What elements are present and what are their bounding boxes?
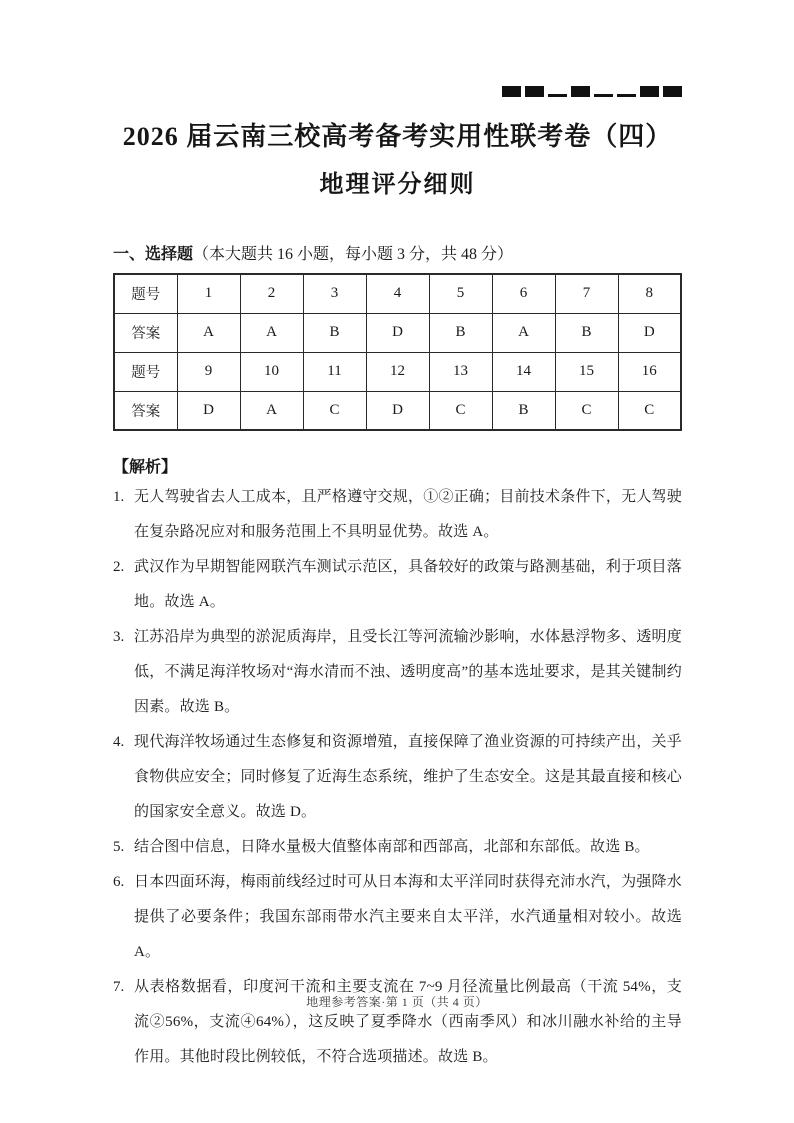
answer-cell: A: [177, 313, 240, 352]
decoration-dash-icon: [548, 94, 567, 97]
answer-cell: C: [429, 391, 492, 430]
analysis-item-7: [113, 970, 682, 1075]
decoration-dash-icon: [594, 94, 613, 97]
qnum-cell: 11: [303, 352, 366, 391]
item-text: 武汉作为早期智能网联汽车测试示范区，具备较好的政策与路测基础，利于项目落地。故选 A。: [134, 559, 682, 610]
answer-cell: D: [366, 391, 429, 430]
section-heading-rest: （本大题共 16 小题，每小题 3 分，共 48 分）: [193, 246, 514, 263]
section-heading-bold: 一、选择题: [113, 246, 194, 263]
row-label: 答案: [114, 313, 177, 352]
answer-cell: B: [492, 391, 555, 430]
item-number: 4.: [113, 734, 125, 750]
row-label: 题号: [114, 274, 177, 313]
item-text: 日本四面环海，梅雨前线经过时可从日本海和太平洋同时获得充沛水汽，为强降水提供了必要条件；我国东部雨带水汽主要来自太平洋，水汽通量相对较小。故选 A。: [134, 874, 682, 960]
item-number: 3.: [113, 629, 125, 645]
qnum-cell: 13: [429, 352, 492, 391]
qnum-cell: 15: [555, 352, 618, 391]
answer-cell: B: [555, 313, 618, 352]
item-text: 现代海洋牧场通过生态修复和资源增殖，直接保障了渔业资源的可持续产出，关乎食物供应安全；同时修复了近海生态系统，维护了生态安全。这是其最直接和核心的国家安全意义。故选 D。: [134, 734, 682, 820]
decoration-square-icon: [525, 86, 544, 97]
decoration-square-icon: [640, 86, 659, 97]
answer-cell: C: [618, 391, 681, 430]
qnum-cell: 4: [366, 274, 429, 313]
qnum-cell: 6: [492, 274, 555, 313]
qnum-cell: 14: [492, 352, 555, 391]
answer-cell: D: [366, 313, 429, 352]
qnum-cell: 16: [618, 352, 681, 391]
table-row-qnum-9-16: [114, 352, 681, 391]
header-decoration: [113, 85, 682, 97]
page-subtitle: 地理评分细则: [319, 172, 476, 198]
analysis-heading: 【解析】: [113, 459, 178, 476]
row-label: 答案: [114, 391, 177, 430]
table-row-answer-9-16: [114, 391, 681, 430]
item-number: 2.: [113, 559, 125, 575]
analysis-item-1: [113, 480, 682, 550]
qnum-cell: 5: [429, 274, 492, 313]
item-number: 5.: [113, 839, 125, 855]
answer-cell: A: [240, 313, 303, 352]
answer-table: [113, 273, 682, 431]
answer-cell: B: [303, 313, 366, 352]
item-text: 无人驾驶省去人工成本，且严格遵守交规，①②正确；目前技术条件下，无人驾驶在复杂路况应对和服务范围上不具明显优势。故选 A。: [134, 489, 682, 540]
answer-cell: D: [618, 313, 681, 352]
qnum-cell: 12: [366, 352, 429, 391]
item-number: 7.: [113, 979, 125, 995]
table-row-answer-1-8: [114, 313, 681, 352]
qnum-cell: 10: [240, 352, 303, 391]
item-text: 从表格数据看，印度河干流和主要支流在 7~9 月径流量比例最高（干流 54%，支流②56%，支流④64%），这反映了夏季降水（西南季风）和冰川融水补给的主导作用。其他时段比例较低，不符合选项描述。故选 B。: [134, 979, 682, 1065]
decoration-square-icon: [663, 86, 682, 97]
analysis-list: [113, 480, 682, 1075]
qnum-cell: 8: [618, 274, 681, 313]
analysis-item-6: [113, 865, 682, 970]
analysis-item-3: [113, 620, 682, 725]
qnum-cell: 3: [303, 274, 366, 313]
analysis-item-5: [113, 830, 682, 865]
analysis-item-2: [113, 550, 682, 620]
decoration-dash-icon: [617, 94, 636, 97]
answer-cell: D: [177, 391, 240, 430]
section-heading: [113, 241, 682, 264]
table-row-qnum-1-8: [114, 274, 681, 313]
analysis-item-4: [113, 725, 682, 830]
answer-cell: A: [492, 313, 555, 352]
qnum-cell: 1: [177, 274, 240, 313]
answer-cell: B: [429, 313, 492, 352]
qnum-cell: 7: [555, 274, 618, 313]
page-footer: 地理参考答案·第 1 页（共 4 页）: [306, 995, 488, 1009]
item-number: 6.: [113, 874, 125, 890]
answer-cell: A: [240, 391, 303, 430]
page-title: 2026 届云南三校高考备考实用性联考卷（四）: [122, 122, 673, 151]
item-text: 江苏沿岸为典型的淤泥质海岸，且受长江等河流输沙影响，水体悬浮物多、透明度低，不满足海洋牧场对“海水清而不浊、透明度高”的基本选址要求，是其关键制约因素。故选 B。: [134, 629, 682, 715]
row-label: 题号: [114, 352, 177, 391]
qnum-cell: 9: [177, 352, 240, 391]
answer-cell: C: [303, 391, 366, 430]
item-number: 1.: [113, 489, 125, 505]
answer-cell: C: [555, 391, 618, 430]
decoration-square-icon: [571, 86, 590, 97]
item-text: 结合图中信息，日降水量极大值整体南部和西部高，北部和东部低。故选 B。: [134, 839, 650, 855]
decoration-square-icon: [502, 86, 521, 97]
qnum-cell: 2: [240, 274, 303, 313]
